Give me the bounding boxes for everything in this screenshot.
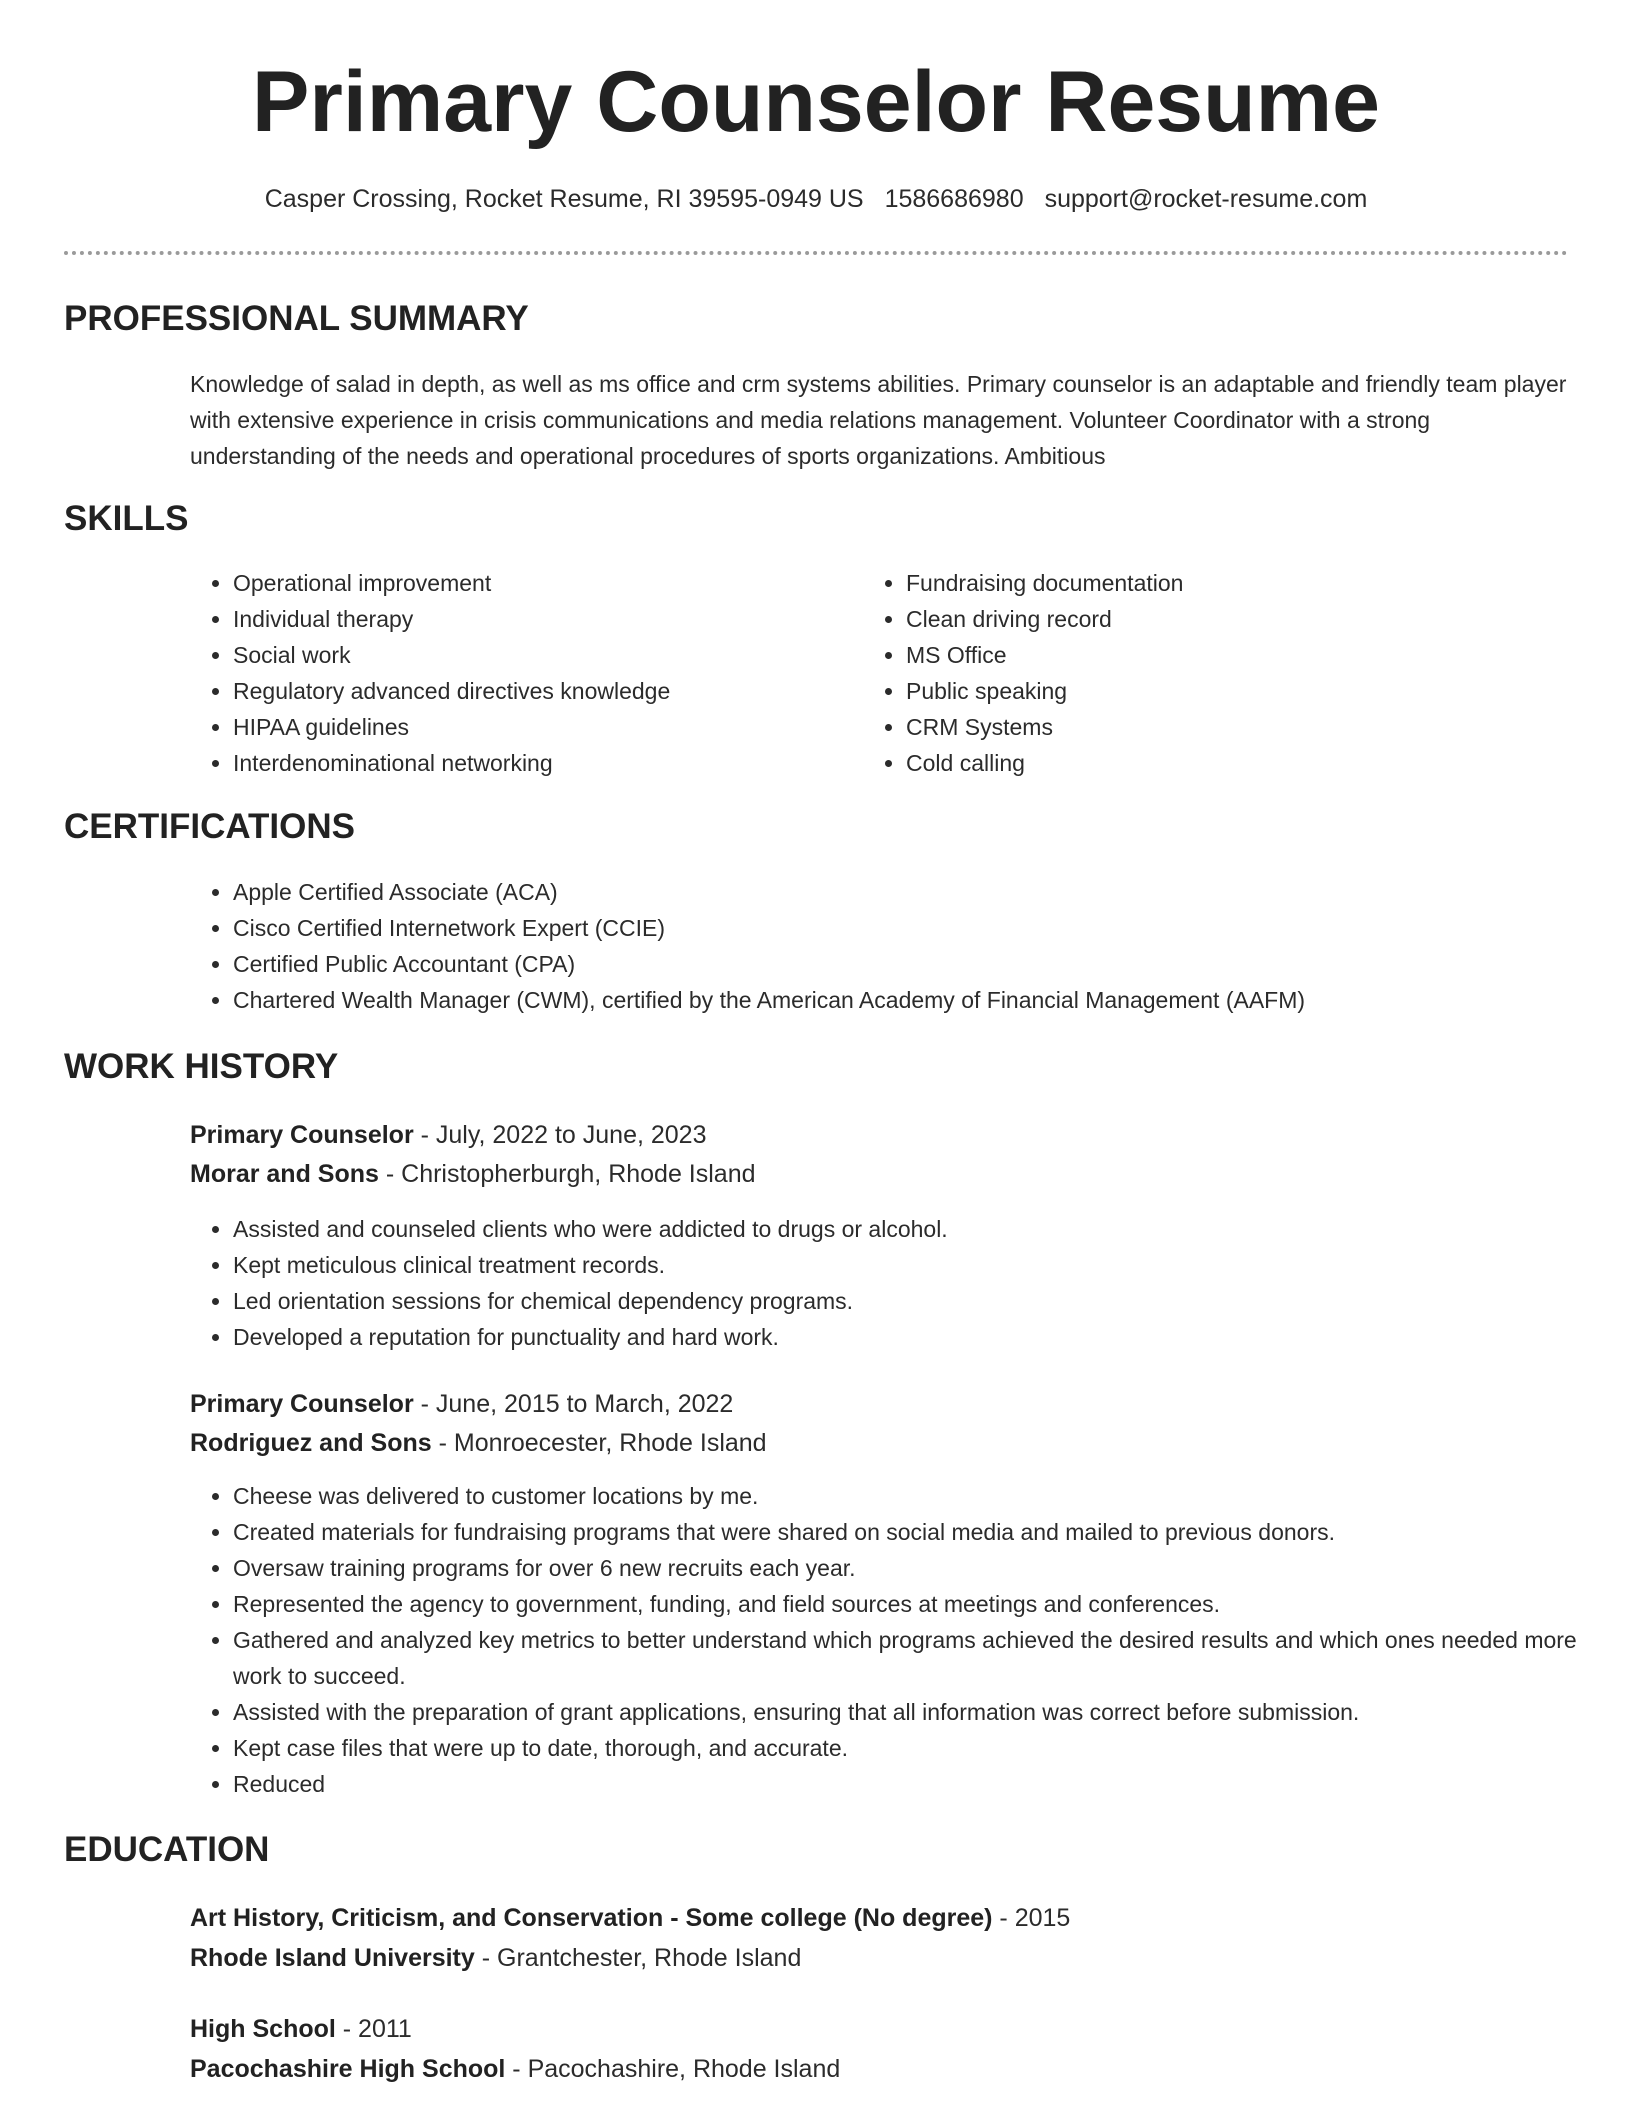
job-duty: • Kept meticulous clinical treatment records.: [233, 1247, 1613, 1283]
certification-item: • Cisco Certified Internetwork Expert (CCIE): [233, 910, 1613, 946]
job-duties-list: [190, 1211, 1613, 1355]
certifications-list: [190, 874, 1613, 1018]
contact-email[interactable]: support@rocket-resume.com: [1044, 185, 1368, 213]
certification-item: • Certified Public Accountant (CPA): [233, 946, 1613, 982]
skill-item: • Operational improvement: [233, 565, 833, 601]
contact-line: [0, 181, 1632, 217]
skill-item: • Individual therapy: [233, 601, 833, 637]
skills-heading: SKILLS: [64, 499, 189, 538]
job-dates: - July, 2022 to June, 2023: [413, 1121, 707, 1149]
education-degree-line: [190, 2011, 412, 2047]
education-heading: EDUCATION: [64, 1830, 270, 1869]
education-school-line: [190, 2051, 840, 2087]
job-duty: • Assisted with the preparation of grant applications, ensuring that all information was correct before submission.: [233, 1694, 1613, 1730]
job-duty: • Reduced: [233, 1766, 1613, 1802]
education-location: - Grantchester, Rhode Island: [474, 1944, 802, 1972]
education-degree: High School: [190, 2015, 336, 2043]
education-degree-line: [190, 1900, 1070, 1936]
education-school-line: [190, 1940, 801, 1976]
skill-item: • MS Office: [906, 637, 1506, 673]
certification-item: • Apple Certified Associate (ACA): [233, 874, 1613, 910]
skill-item: • Regulatory advanced directives knowledge: [233, 673, 833, 709]
header-divider: [64, 251, 1568, 255]
job-duty: • Oversaw training programs for over 6 new recruits each year.: [233, 1550, 1613, 1586]
job-duty: • Led orientation sessions for chemical dependency programs.: [233, 1283, 1613, 1319]
education-year: - 2011: [335, 2015, 412, 2043]
job-duty: • Assisted and counseled clients who were addicted to drugs or alcohol.: [233, 1211, 1613, 1247]
job-duty: • Cheese was delivered to customer locations by me.: [233, 1478, 1613, 1514]
certifications-heading: CERTIFICATIONS: [64, 807, 356, 846]
job-title-line: [190, 1386, 733, 1422]
job-dates: - June, 2015 to March, 2022: [413, 1390, 734, 1418]
resume-title: Primary Counselor Resume: [252, 54, 1380, 150]
job-duty: • Developed a reputation for punctuality and hard work.: [233, 1319, 1613, 1355]
skill-item: • CRM Systems: [906, 709, 1506, 745]
job-company-line: [190, 1425, 767, 1461]
summary-heading: PROFESSIONAL SUMMARY: [64, 299, 529, 338]
skill-item: • Clean driving record: [906, 601, 1506, 637]
skill-item: • Fundraising documentation: [906, 565, 1506, 601]
job-title: Primary Counselor: [190, 1121, 414, 1149]
contact-address: Casper Crossing, Rocket Resume, RI 39595-0949 US: [264, 185, 864, 213]
job-title: Primary Counselor: [190, 1390, 414, 1418]
job-duty: • Kept case files that were up to date, thorough, and accurate.: [233, 1730, 1613, 1766]
education-location: - Pacochashire, Rhode Island: [505, 2055, 841, 2083]
education-year: - 2015: [992, 1904, 1071, 1932]
summary-text: Knowledge of salad in depth, as well as ms office and crm systems abilities. Primary counselor is an adaptable and friendly team player with extensive experience in crisis communications and media relations management. Volunteer Coordinator with a strong understanding of the needs and operational procedures of sports organizations. Ambitious: [190, 371, 1567, 469]
skill-item: • Cold calling: [906, 745, 1506, 781]
job-company: Rodriguez and Sons: [190, 1429, 432, 1457]
job-duty: • Created materials for fundraising programs that were shared on social media and mailed to previous donors.: [233, 1514, 1613, 1550]
education-school: Pacochashire High School: [190, 2055, 506, 2083]
job-duties-list: [190, 1478, 1613, 1802]
job-duty: • Gathered and analyzed key metrics to better understand which programs achieved the desired results and which ones needed more work to succeed.: [233, 1622, 1613, 1694]
work-history-heading: WORK HISTORY: [64, 1047, 339, 1086]
job-duty: • Represented the agency to government, funding, and field sources at meetings and conferences.: [233, 1586, 1613, 1622]
skills-list-right: [863, 565, 1506, 781]
job-location: - Monroecester, Rhode Island: [431, 1429, 767, 1457]
contact-phone: 1586686980: [884, 185, 1024, 213]
skill-item: • Interdenominational networking: [233, 745, 833, 781]
job-company: Morar and Sons: [190, 1160, 379, 1188]
skill-item: • Social work: [233, 637, 833, 673]
skills-list-left: [190, 565, 833, 781]
education-degree: Art History, Criticism, and Conservation - Some college (No degree): [190, 1904, 993, 1932]
skill-item: • Public speaking: [906, 673, 1506, 709]
job-company-line: [190, 1156, 756, 1192]
job-title-line: [190, 1117, 706, 1153]
certification-item: • Chartered Wealth Manager (CWM), certified by the American Academy of Financial Management (AAFM): [233, 982, 1613, 1018]
job-location: - Christopherburgh, Rhode Island: [378, 1160, 756, 1188]
education-school: Rhode Island University: [190, 1944, 475, 1972]
skill-item: • HIPAA guidelines: [233, 709, 833, 745]
